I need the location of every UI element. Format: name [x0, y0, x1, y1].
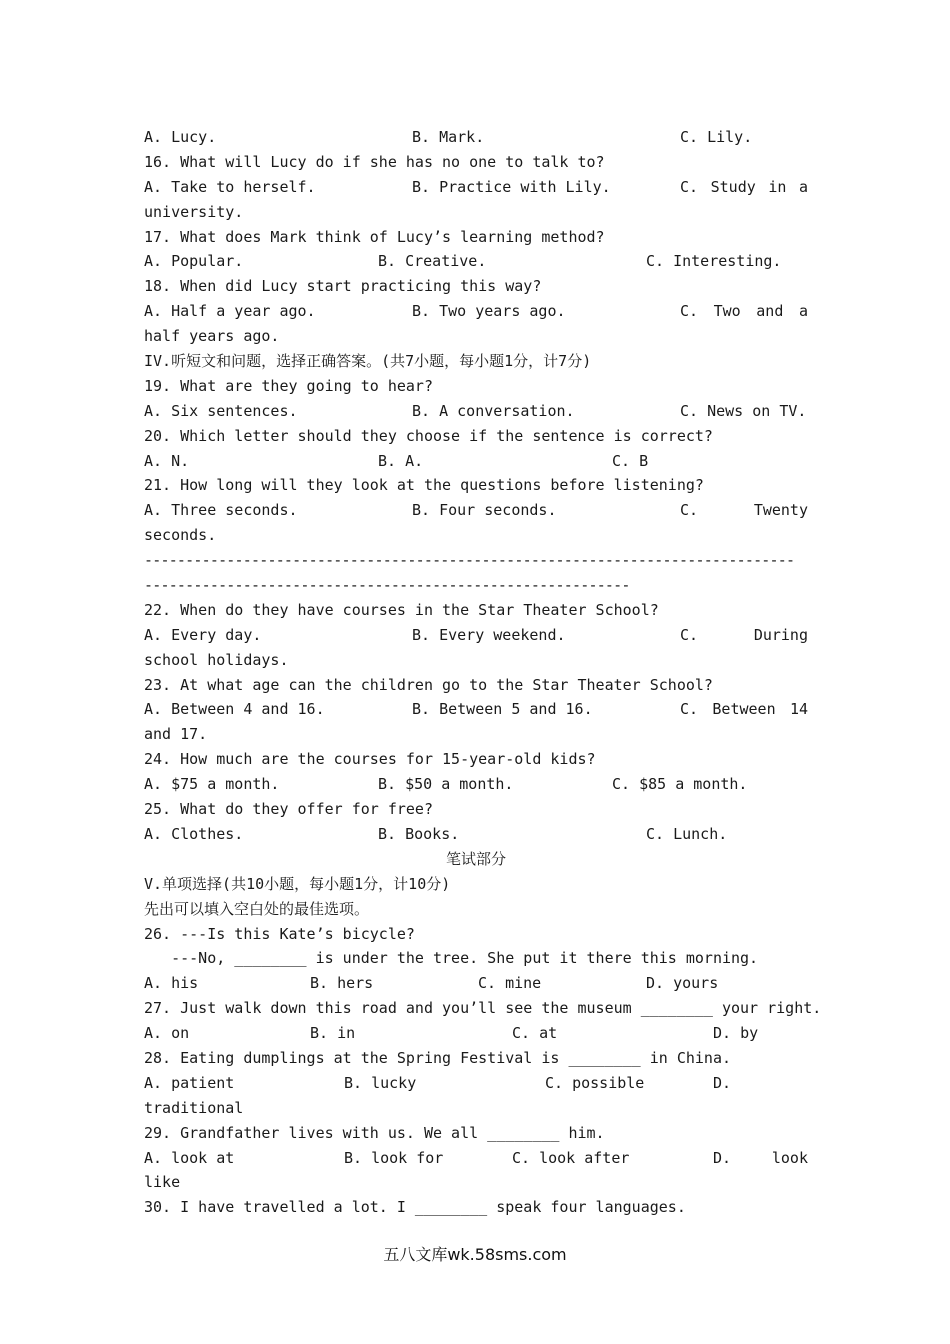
answer-option: A. Six sentences. — [144, 401, 298, 420]
answer-option: A. look at — [144, 1148, 235, 1167]
options-line — [144, 1071, 808, 1096]
option-word: and — [756, 302, 784, 321]
answer-option-justified — [713, 1071, 808, 1096]
answer-option: B. Books. — [378, 824, 460, 843]
answer-option: D. by — [713, 1024, 759, 1043]
answer-option: C. possible — [545, 1073, 645, 1092]
answer-option: D. yours — [646, 974, 719, 993]
options-line — [144, 697, 808, 722]
text-line: 20. Which letter should they choose if the sentence is correct? — [144, 426, 713, 445]
answer-option: B. Four seconds. — [412, 501, 557, 520]
option-word: C. — [680, 501, 699, 520]
text-line: 19. What are they going to hear? — [144, 376, 433, 395]
answer-option: C. $85 a month. — [612, 775, 748, 794]
text-line: traditional — [144, 1098, 244, 1117]
option-word: Study — [710, 177, 756, 196]
text-line: 26. ---Is this Kate’s bicycle? — [144, 924, 415, 943]
options-line — [144, 1021, 808, 1046]
options-line — [144, 249, 808, 274]
answer-option: C. mine — [478, 974, 542, 993]
answer-option: A. Half a year ago. — [144, 302, 316, 321]
answer-option: B. hers — [310, 974, 374, 993]
answer-option: B. lucky — [344, 1073, 417, 1092]
option-word: D. — [713, 1148, 732, 1167]
answer-option: B. A. — [378, 451, 424, 470]
option-word: Between — [712, 700, 776, 719]
text-line: 25. What do they offer for free? — [144, 800, 433, 819]
text-line: half years ago. — [144, 327, 280, 346]
text-line: like — [144, 1173, 181, 1192]
text-line: ---No, ________ is under the tree. She put it there this morning. — [144, 949, 759, 968]
text-line: 28. Eating dumplings at the Spring Festival is ________ in China. — [144, 1048, 731, 1067]
options-line — [144, 299, 808, 324]
options-line — [144, 125, 808, 150]
separator-line: ----------------------------------------------------------- — [144, 576, 630, 595]
text-line: IV.听短文和问题，选择正确答案。(共7小题，每小题1分，计7分) — [144, 352, 592, 371]
text-line: 24. How much are the courses for 15-year-old kids? — [144, 750, 596, 769]
option-word: C. — [680, 700, 699, 719]
answer-option: B. Every weekend. — [412, 625, 566, 644]
separator-line: ------------------------------------------------------------------------------- — [144, 551, 795, 570]
text-line: 23. At what age can the children go to the Star Theater School? — [144, 675, 713, 694]
answer-option: A. patient — [144, 1073, 235, 1092]
answer-option-justified — [713, 1146, 808, 1171]
options-line — [144, 399, 808, 424]
answer-option: B. Two years ago. — [412, 302, 566, 321]
text-line: and 17. — [144, 725, 208, 744]
text-line: 21. How long will they look at the questions before listening? — [144, 476, 704, 495]
answer-option: C. Lunch. — [646, 824, 728, 843]
answer-option: B. Between 5 and 16. — [412, 700, 593, 719]
answer-option: A. Clothes. — [144, 824, 244, 843]
answer-option: A. Popular. — [144, 252, 244, 271]
option-word: C. — [680, 302, 699, 321]
text-line: 16. What will Lucy do if she has no one to talk to? — [144, 152, 605, 171]
option-word: a — [798, 302, 808, 321]
answer-option: A. N. — [144, 451, 190, 470]
text-line: seconds. — [144, 526, 217, 545]
text-line: 18. When did Lucy start practicing this way? — [144, 277, 542, 296]
answer-option: B. $50 a month. — [378, 775, 514, 794]
answer-option: C. Interesting. — [646, 252, 782, 271]
options-line — [144, 822, 808, 847]
answer-option-justified — [680, 299, 808, 324]
footer-watermark: 五八文库wk.58sms.com — [383, 1245, 567, 1264]
answer-option: C. Lily. — [680, 128, 753, 146]
answer-option: A. Every day. — [144, 625, 262, 644]
option-word: in — [768, 177, 787, 196]
option-word: During — [753, 625, 808, 644]
answer-option: A. Take to herself. — [144, 177, 316, 196]
answer-option: A. Between 4 and 16. — [144, 700, 325, 719]
options-line — [144, 772, 808, 797]
document-body — [144, 125, 822, 1220]
answer-option: A. on — [144, 1024, 190, 1043]
option-word: D. — [713, 1073, 732, 1092]
answer-option-justified — [680, 498, 808, 523]
options-line — [144, 971, 808, 996]
options-line — [144, 175, 808, 200]
option-word: Two — [713, 302, 741, 321]
answer-option: C. look after — [512, 1148, 630, 1167]
text-line: V.单项选择(共10小题，每小题1分，计10分) — [144, 874, 451, 893]
answer-option-justified — [680, 623, 808, 648]
option-word: Twenty — [753, 501, 808, 520]
answer-option: B. in — [310, 1024, 356, 1043]
answer-option: B. look for — [344, 1148, 444, 1167]
text-line: 22. When do they have courses in the Star Theater School? — [144, 600, 659, 619]
answer-option: B. Mark. — [412, 128, 485, 146]
options-line — [144, 623, 808, 648]
option-word: C. — [680, 177, 699, 196]
option-word: 14 — [789, 700, 808, 719]
answer-option: A. his — [144, 974, 199, 993]
option-word: look — [771, 1148, 808, 1167]
option-word: C. — [680, 625, 699, 644]
answer-option-justified — [680, 697, 808, 722]
answer-option: B. Creative. — [378, 252, 487, 271]
option-word: a — [798, 177, 808, 196]
answer-option: A. $75 a month. — [144, 775, 280, 794]
options-line — [144, 498, 808, 523]
answer-option: B. Practice with Lily. — [412, 177, 611, 196]
text-line: 17. What does Mark think of Lucy’s learning method? — [144, 227, 605, 246]
answer-option: B. A conversation. — [412, 401, 575, 420]
options-line — [144, 449, 808, 474]
text-line: 27. Just walk down this road and you’ll see the museum ________ your right. — [144, 999, 822, 1018]
text-line: 先出可以填入空白处的最佳选项。 — [144, 899, 370, 918]
options-line — [144, 1146, 808, 1171]
text-line: school holidays. — [144, 650, 289, 669]
answer-option: A. Lucy. — [144, 128, 217, 146]
answer-option: C. News on TV. — [680, 401, 807, 420]
answer-option-justified — [680, 175, 808, 200]
text-line: 30. I have travelled a lot. I ________ speak four languages. — [144, 1198, 686, 1217]
answer-option: C. at — [512, 1024, 558, 1043]
answer-option: C. B — [612, 451, 649, 470]
answer-option: A. Three seconds. — [144, 501, 298, 520]
text-line: university. — [144, 202, 244, 221]
section-heading: 笔试部分 — [445, 849, 506, 868]
text-line: 29. Grandfather lives with us. We all ________ him. — [144, 1123, 605, 1142]
